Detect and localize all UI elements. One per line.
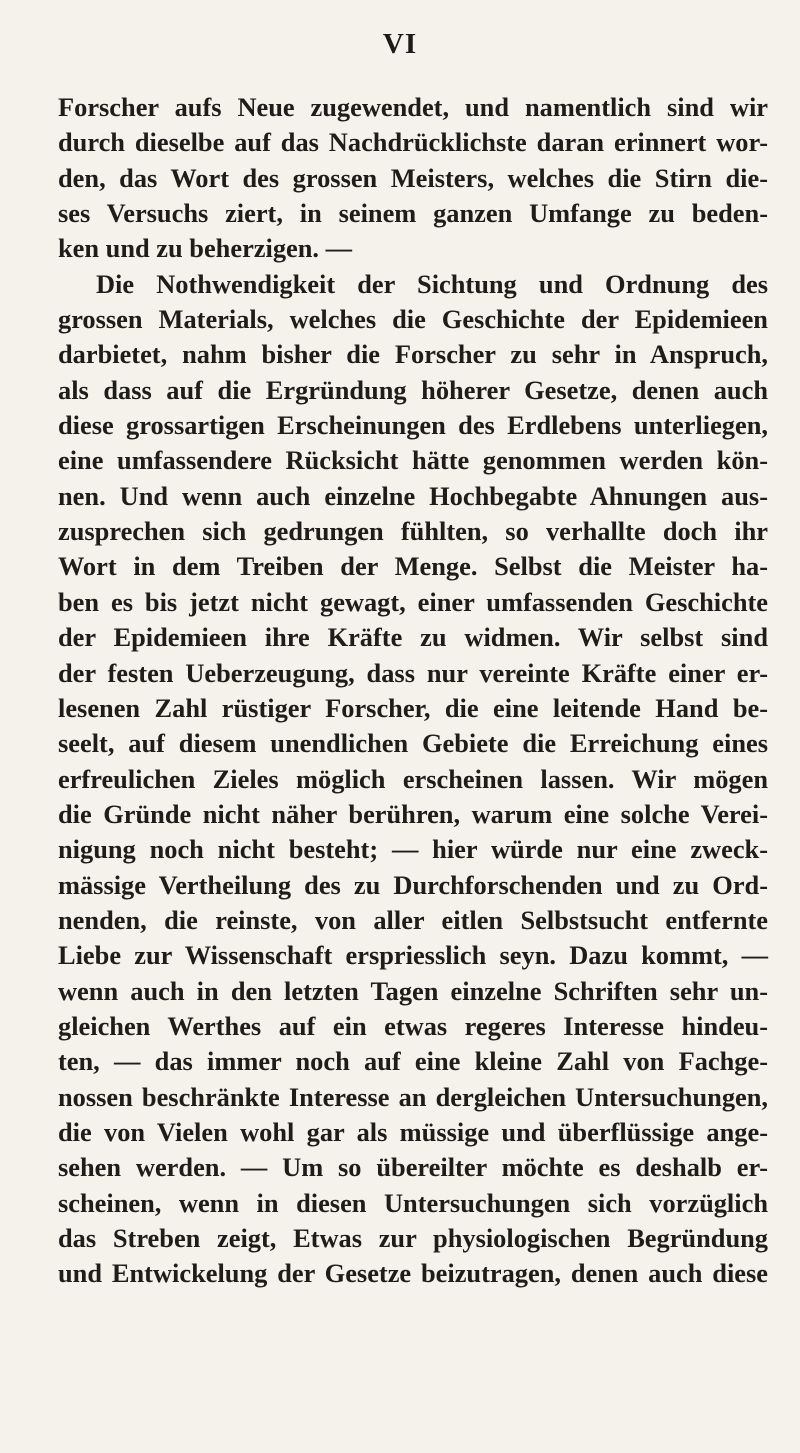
text-line: darbietet, nahm bisher die Forscher zu sehr in Anspruch, <box>58 339 768 370</box>
text-line: zusprechen sich gedrungen fühlten, so verhallte doch ihr <box>58 516 768 547</box>
text-line: nenden, die reinste, von aller eitlen Selbstsucht entfernte <box>58 904 768 935</box>
page-number: VI <box>382 28 418 60</box>
text-line: scheinen, wenn in diesen Untersuchungen sich vorzüglich <box>58 1187 768 1218</box>
body-text <box>58 90 768 1292</box>
text-line: ben es bis jetzt nicht gewagt, einer umfassenden Geschichte <box>58 586 768 617</box>
text-line: erfreulichen Zieles möglich erscheinen lassen. Wir mögen <box>58 763 768 794</box>
text-line: als dass auf die Ergründung höherer Gesetze, denen auch <box>58 374 768 405</box>
text-line: nigung noch nicht besteht; — hier würde nur eine zweck- <box>58 834 768 865</box>
text-line: die Gründe nicht näher berühren, warum eine solche Verei- <box>58 798 768 829</box>
text-line: das Streben zeigt, Etwas zur physiologischen Begründung <box>58 1223 768 1253</box>
text-line: der Epidemieen ihre Kräfte zu widmen. Wir selbst sind <box>58 622 768 653</box>
text-line: eine umfassendere Rücksicht hätte genommen werden kön- <box>58 445 768 476</box>
text-line: gleichen Werthes auf ein etwas regeres Interesse hindeu- <box>58 1010 768 1041</box>
text-line: seelt, auf diesem unendlichen Gebiete die Erreichung eines <box>58 728 768 759</box>
text-line: sehen werden. — Um so übereilter möchte es deshalb er- <box>58 1152 768 1183</box>
text-line: Liebe zur Wissenschaft erspriesslich seyn. Dazu kommt, — <box>58 940 768 971</box>
text-line: nen. Und wenn auch einzelne Hochbegabte Ahnungen aus- <box>58 480 768 511</box>
text-line: die von Vielen wohl gar als müssige und überflüssige ange- <box>58 1116 768 1147</box>
text-line: der festen Ueberzeugung, dass nur vereinte Kräfte einer er- <box>58 657 768 688</box>
text-line: ten, — das immer noch auf eine kleine Zahl von Fachge- <box>58 1046 768 1077</box>
text-line: wenn auch in den letzten Tagen einzelne Schriften sehr un- <box>58 975 768 1006</box>
text-line: Die Nothwendigkeit der Sichtung und Ordnung des <box>96 268 768 299</box>
text-line: ses Versuchs ziert, in seinem ganzen Umfange zu beden- <box>58 198 768 229</box>
text-line: Wort in dem Treiben der Menge. Selbst die Meister ha- <box>58 551 768 582</box>
text-line: nossen beschränkte Interesse an dergleichen Untersuchungen, <box>58 1081 768 1112</box>
text-line: mässige Vertheilung des zu Durchforschenden und zu Ord- <box>58 869 768 900</box>
text-line: ken und zu beherzigen. — <box>58 233 352 264</box>
text-line: Forscher aufs Neue zugewendet, und namentlich sind wir <box>58 92 768 122</box>
text-line: grossen Materials, welches die Geschichte der Epidemieen <box>58 304 768 335</box>
text-line: den, das Wort des grossen Meisters, welches die Stirn die- <box>58 162 768 193</box>
text-line: durch dieselbe auf das Nachdrücklichste daran erinnert wor- <box>58 127 768 158</box>
text-line: und Entwickelung der Gesetze beizutragen, denen auch diese <box>58 1258 768 1289</box>
text-line: diese grossartigen Erscheinungen des Erdlebens unterliegen, <box>58 410 768 441</box>
text-line: lesenen Zahl rüstiger Forscher, die eine leitende Hand be- <box>58 692 768 723</box>
